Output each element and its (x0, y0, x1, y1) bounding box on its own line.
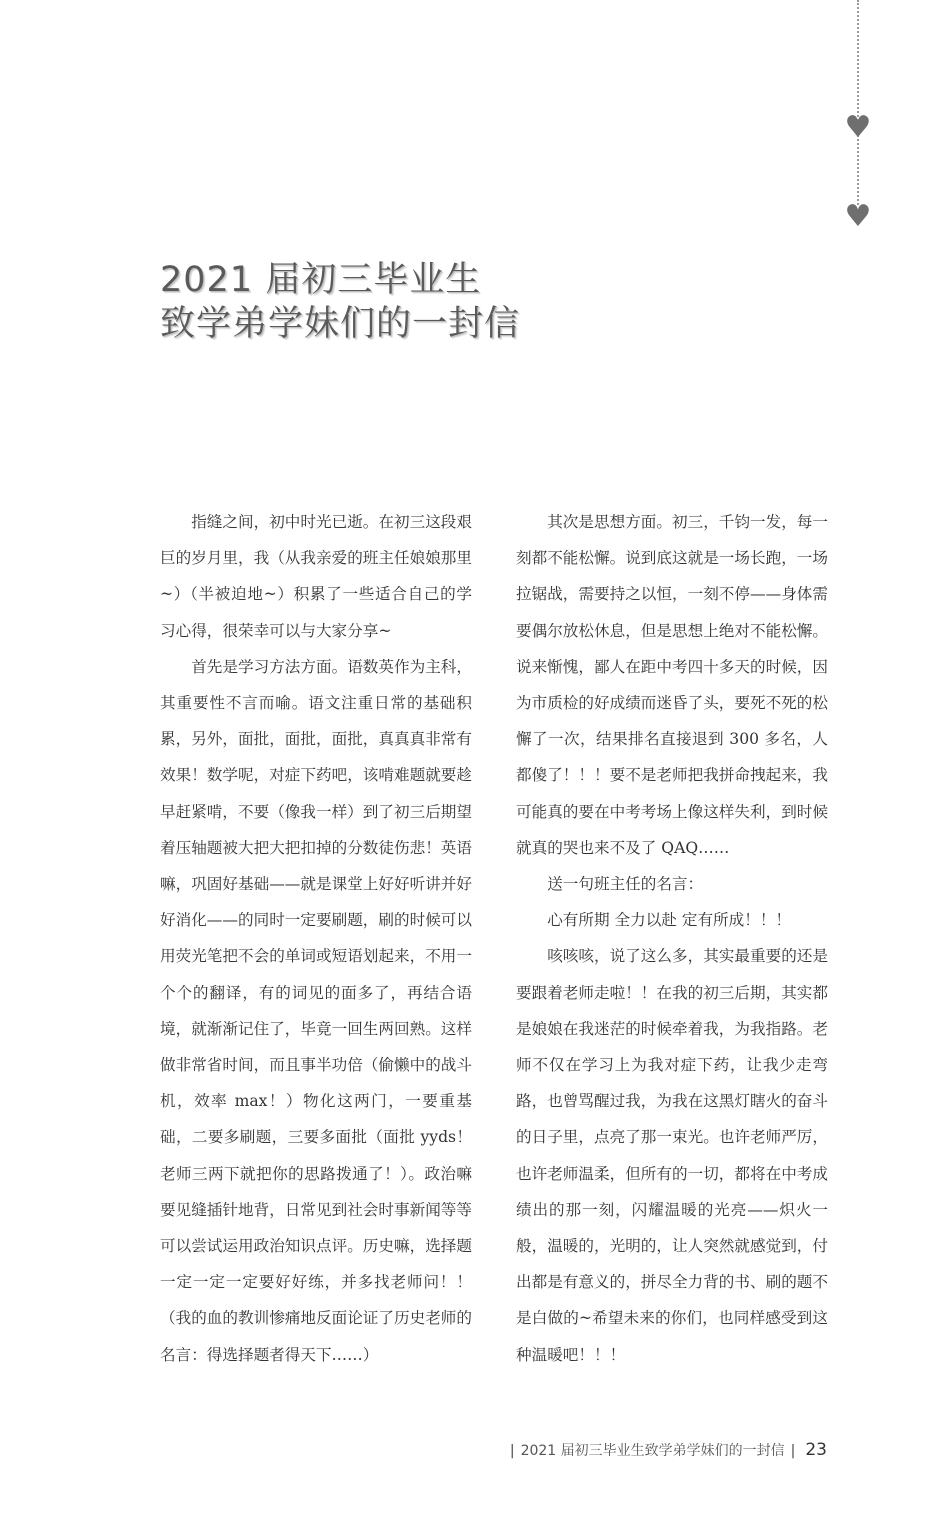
paragraph: 指缝之间，初中时光已逝。在初三这段艰巨的岁月里，我（从我亲爱的班主任娘娘那里~）（半被迫地~）积累了一些适合自己的学习心得，很荣幸可以与大家分享~ (160, 513, 472, 640)
page-footer (440, 1438, 827, 1463)
footer-separator: | (790, 1443, 796, 1459)
article-title (160, 258, 680, 346)
title-line-2: 致学弟学妹们的一封信 (160, 304, 521, 344)
heart-icon: ♥ (844, 199, 872, 234)
dotted-vertical-line (857, 0, 859, 205)
right-column (516, 504, 828, 1373)
paragraph: 首先是学习方法方面。语数英作为主科，其重要性不言而喻。语文注重日常的基础积累，另外，面批，面批，面批，真真真非常有效果！数学呢，对症下药吧，该啃难题就要趁早赶紧啃，不要（像我一样）到了初三后期望着压轴题被大把大把扣掉的分数徒伤悲！英语嘛，巩固好基础——就是课堂上好好听讲并好好消化——的同时一定要刷题，刷的时候可以用荧光笔把不会的单词或短语划起来，不用一个个的翻译，有的词见的面多了，再结合语境，就渐渐记住了，毕竟一回生两回熟。这样做非常省时间，而且事半功倍（偷懒中的战斗机，效率 max！）物化这两门，一要重基础，二要多刷题，三要多面批（面批 yyds！老师三两下就把你的思路拨通了！）。政治嘛要见缝插针地背，日常见到社会时事新闻等等可以尝试运用政治知识点评。历史嘛，选择题一定一定一定要好好练，并多找老师问！！（我的血的教训惨痛地反面论证了历史老师的名言：得选择题者得天下……） (160, 657, 472, 1364)
footer-separator: | (509, 1443, 515, 1459)
running-title: 2021 届初三毕业生致学弟学妹们的一封信 (520, 1443, 785, 1459)
left-column (160, 504, 472, 1373)
page-number: 23 (805, 1440, 827, 1460)
paragraph: 送一句班主任的名言： (547, 875, 704, 894)
paragraph: 心有所期 全力以赴 定有所成！！！ (547, 911, 792, 930)
heart-icon: ♥ (844, 110, 872, 145)
title-line-1: 2021 届初三毕业生 (160, 260, 482, 300)
paragraph: 咳咳咳，说了这么多，其实最重要的还是要跟着老师走啦！！在我的初三后期，其实都是娘娘在我迷茫的时候牵着我，为我指路。老师不仅在学习上为我对症下药，让我少走弯路，也曾骂醒过我，为我在这黑灯瞎火的奋斗的日子里，点亮了那一束光。也许老师严厉，也许老师温柔，但所有的一切，都将在中考成绩出的那一刻，闪耀温暖的光亮——炽火一般，温暖的，光明的，让人突然就感觉到，付出都是有意义的，拼尽全力背的书、刷的题不是白做的~希望未来的你们，也同样感受到这种温暖吧！！！ (516, 947, 828, 1364)
paragraph: 其次是思想方面。初三，千钧一发，每一刻都不能松懈。说到底这就是一场长跑，一场拉锯战，需要持之以恒，一刻不停——身体需要偶尔放松休息，但是思想上绝对不能松懈。说来惭愧，鄙人在距中考四十多天的时候，因为市质检的好成绩而迷昏了头，要死不死的松懈了一次，结果排名直接退到 300 多名，人都傻了！！！要不是老师把我拼命拽起来，我可能真的要在中考考场上像这样失利，到时候就真的哭也来不及了 QAQ…… (516, 513, 828, 857)
